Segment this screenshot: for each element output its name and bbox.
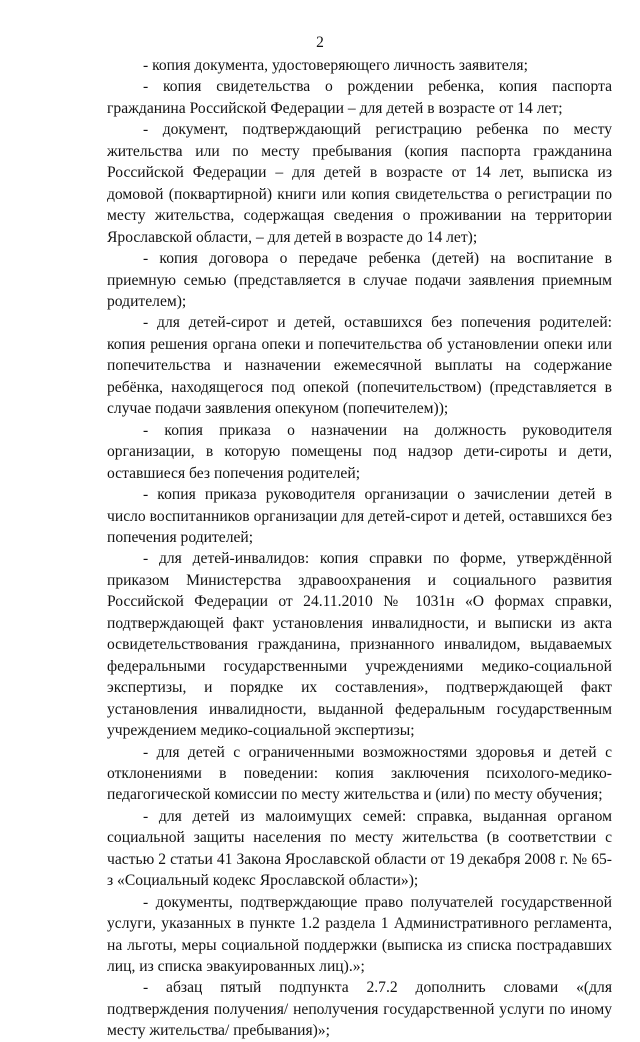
list-item-enrollment-order: - копия приказа руководителя организации о зачислении детей в число воспитанников организации для детей-сирот и детей, оставшихся без попечения родителей; — [107, 486, 612, 546]
list-item-birth-certificate: - копия свидетельства о рождении ребенка, копия паспорта гражданина Российской Федерации – для детей в возрасте от 14 лет; — [107, 78, 612, 117]
list-item-orphans-guardianship: - для детей-сирот и детей, оставшихся без попечения родителей: копия решения органа опеки и попечительства об установлении опеки или попечительства и назначении ежемесячной выплаты на содержание ребёнка, находящегося под опекой (попечительством) (представляется в случае подачи заявления опекуном (попечителем)); — [107, 314, 612, 418]
list-item-disabled-children: - для детей-инвалидов: копия справки по форме, утверждённой приказом Министерства здравоохранения и социального развития Российской Федерации от 24.11.2010 № 1031н «О формах справки, подтверждающей факт установления инвалидности, и выписки из акта освидетельствования гражданина, признанного инвалидом, выдаваемых федеральными государственными учреждениями медико-социальной экспертизы, и порядке их составления», подтверждающей факт установления инвалидности, выданной федеральным государственным учреждением медико-социальной экспертизы; — [107, 550, 612, 740]
list-item-paragraph-amendment: - абзац пятый подпункта 2.7.2 дополнить словами «(для подтверждения получения/ неполучения государственной услуги по иному месту жительства/ пребывания)»; — [107, 979, 612, 1040]
list-item-foster-agreement: - копия договора о передаче ребенка (детей) на воспитание в приемную семью (представляется в случае подачи заявления приемным родителем); — [107, 250, 612, 310]
list-item-special-needs: - для детей с ограниченными возможностями здоровья и детей с отклонениями в поведении: копия заключения психолого-медико-педагогической комиссии по месту жительства и (или) по месту обучения; — [107, 743, 612, 804]
list-item-benefit-rights: - документы, подтверждающие право получателей государственной услуги, указанных в пункте 1.2 раздела 1 Административного регламента, на льготы, меры социальной поддержки (выписка из списка пострадавших лиц, из списка эвакуированных лиц).»; — [107, 893, 612, 976]
list-item-registration-document: - документ, подтверждающий регистрацию ребенка по месту жительства или по месту пребывания (копия паспорта гражданина Российской Федерации – для детей в возрасте от 14 лет, выписка из домовой (поквартирной) книги или копия свидетельства о регистрации по месту жительства, содержащая сведения о проживании на территории Ярославской области, – для детей в возрасте до 14 лет); — [107, 121, 612, 246]
page-number: 2 — [316, 34, 324, 51]
list-item-applicant-id: - копия документа, удостоверяющего личность заявителя; — [143, 57, 528, 74]
document-body — [107, 55, 612, 1042]
list-item-low-income: - для детей из малоимущих семей: справка, выданная органом социальной защиты населения по месту жительства (в соответствии с частью 2 статьи 41 Закона Ярославской области от 19 декабря 2008 г. № 65-з «Социальный кодекс Ярославской области»); — [107, 807, 612, 890]
list-item-director-appointment: - копия приказа о назначении на должность руководителя организации, в которую помещены под надзор дети-сироты и дети, оставшиеся без попечения родителей; — [107, 421, 612, 482]
